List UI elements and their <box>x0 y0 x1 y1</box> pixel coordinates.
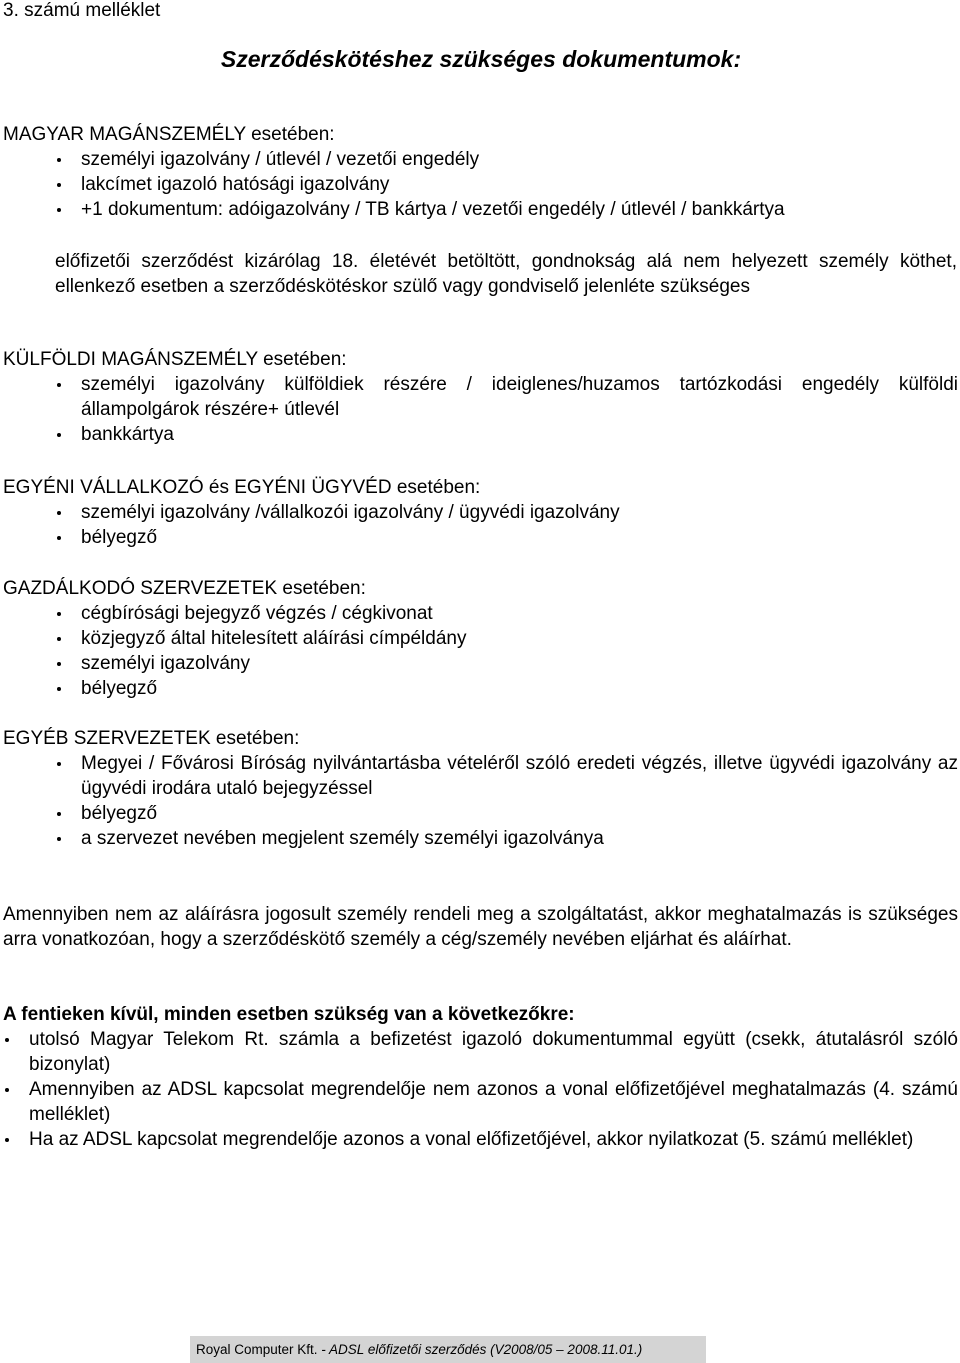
age-requirement-note: előfizetői szerződést kizárólag 18. életévét betöltött, gondnokság alá nem helyezett személy köthet, ellenkező esetben a szerződéskötéskor szülő vagy gondviselő jelenléte szükséges <box>55 251 957 297</box>
list-item: +1 dokumentum: adóigazolvány / TB kártya / vezetői engedély / útlevél / bankkártya <box>3 197 958 222</box>
section-other-organizations <box>3 726 958 851</box>
list-item: bélyegző <box>3 801 958 826</box>
list-item: személyi igazolvány /vállalkozói igazolvány / ügyvédi igazolvány <box>3 500 958 525</box>
section-general-requirements <box>3 1002 958 1152</box>
authorization-paragraph: Amennyiben nem az aláírásra jogosult személy rendeli meg a szolgáltatást, akkor meghatalmazás is szükséges arra vonatkozóan, hogy a szerződéskötő személy a cég/személy nevében eljárhat és aláírhat. <box>3 904 958 950</box>
list-item: a szervezet nevében megjelent személy személyi igazolványa <box>3 826 958 851</box>
document-list <box>3 147 958 222</box>
list-item: Amennyiben az ADSL kapcsolat megrendelője nem azonos a vonal előfizetőjével meghatalmazás (4. számú melléklet) <box>3 1077 958 1127</box>
annex-label: 3. számú melléklet <box>3 0 161 21</box>
list-item: Ha az ADSL kapcsolat megrendelője azonos a vonal előfizetőjével, akkor nyilatkozat (5. számú melléklet) <box>3 1127 958 1152</box>
section-business-organizations <box>3 576 958 701</box>
list-item: utolsó Magyar Telekom Rt. számla a befizetést igazoló dokumentummal együtt (csekk, átutalásról szóló bizonylat) <box>3 1027 958 1077</box>
list-item: cégbírósági bejegyző végzés / cégkivonat <box>3 601 958 626</box>
list-item: lakcímet igazoló hatósági igazolvány <box>3 172 958 197</box>
list-item: bélyegző <box>3 525 958 550</box>
section-heading: EGYÉNI VÁLLALKOZÓ és EGYÉNI ÜGYVÉD esetében: <box>3 477 481 498</box>
section-foreign-individual <box>3 347 958 447</box>
document-list <box>3 751 958 851</box>
section-heading: EGYÉB SZERVEZETEK esetében: <box>3 728 300 749</box>
list-item: személyi igazolvány külföldiek részére / ideiglenes/huzamos tartózkodási engedély külföldi állampolgárok részére+ útlevél <box>3 372 958 422</box>
footer-document-info: - ADSL előfizetői szerződés (V2008/05 – 2008.11.01.) <box>317 1342 643 1357</box>
document-list <box>3 372 958 447</box>
section-heading: MAGYAR MAGÁNSZEMÉLY esetében: <box>3 124 335 145</box>
requirements-list <box>3 1027 958 1152</box>
list-item: bélyegző <box>3 676 958 701</box>
document-list <box>3 601 958 701</box>
footer-company: Royal Computer Kft. <box>196 1342 318 1357</box>
list-item: személyi igazolvány / útlevél / vezetői engedély <box>3 147 958 172</box>
document-list <box>3 500 958 550</box>
section-sole-trader <box>3 475 958 550</box>
list-item: személyi igazolvány <box>3 651 958 676</box>
document-title: Szerződéskötéshez szükséges dokumentumok: <box>220 46 742 72</box>
list-item: Megyei / Fővárosi Bíróság nyilvántartásba vételéről szóló eredeti végzés, illetve ügyvédi igazolvány az ügyvédi irodára utaló bejegyzéssel <box>3 751 958 801</box>
section-heading: GAZDÁLKODÓ SZERVEZETEK esetében: <box>3 578 366 599</box>
list-item: bankkártya <box>3 422 958 447</box>
section-hungarian-individual <box>3 122 958 222</box>
list-item: közjegyző által hitelesített aláírási címpéldány <box>3 626 958 651</box>
page-footer <box>190 1336 706 1363</box>
section-heading: KÜLFÖLDI MAGÁNSZEMÉLY esetében: <box>3 349 347 370</box>
section-heading: A fentieken kívül, minden esetben szükség van a következőkre: <box>3 1004 575 1025</box>
